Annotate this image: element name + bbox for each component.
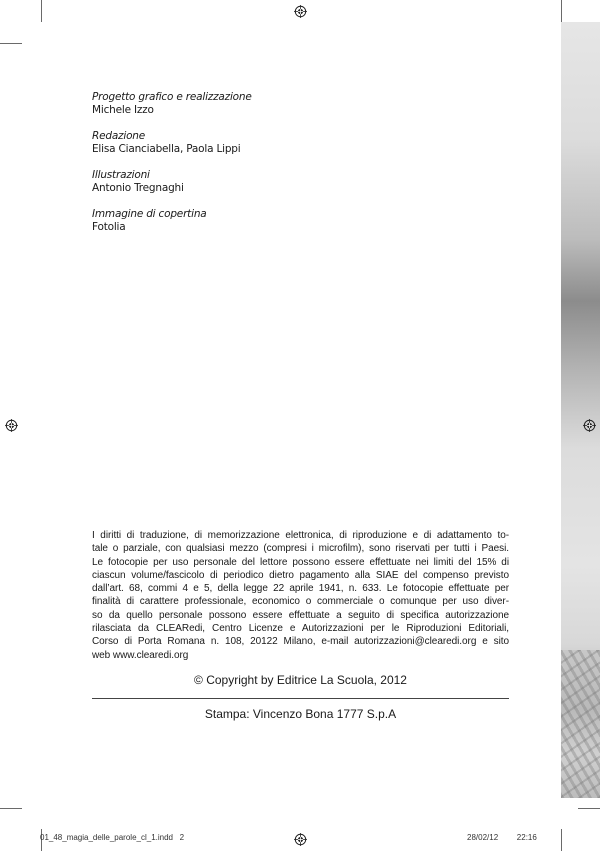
rights-notice-line: finalità di carattere professionale, economico o commerciale o comunque per uso diver- <box>92 596 509 608</box>
registration-mark-top-icon <box>294 5 307 18</box>
registration-mark-left-icon <box>5 419 18 432</box>
rights-notice-line: Corso di Porta Romana n. 108, 20122 Milano, e-mail autorizzazioni@clearedi.org e sito <box>92 636 509 648</box>
rights-notice-line: web www.clearedi.org <box>92 649 189 661</box>
crop-mark-bottom-right <box>561 829 562 851</box>
slug-filename: 01_48_magia_delle_parole_cl_1.indd 2 <box>40 833 185 842</box>
rights-notice-line: dall’art. 68, commi 4 e 5, della legge 22 aprile 1941, n. 633. Le fotocopie effettuate per <box>92 583 509 595</box>
crop-mark-top-right <box>561 0 562 22</box>
divider <box>92 698 509 699</box>
credit-design <box>92 91 472 117</box>
crop-mark-left-top <box>0 43 22 44</box>
credit-role: Immagine di copertina <box>92 208 207 220</box>
credit-role: Progetto grafico e realizzazione <box>92 91 252 103</box>
credit-role: Redazione <box>92 130 146 142</box>
crop-mark-left-bottom <box>0 808 22 809</box>
rights-notice-line: so da quello personale possono essere effettuate a seguito di specifica autorizzazione <box>92 609 509 621</box>
crop-mark-right-bottom <box>578 808 600 809</box>
credit-name: Fotolia <box>92 221 126 233</box>
crop-mark-top-left <box>41 0 42 22</box>
copyright-line: © Copyright by Editrice La Scuola, 2012 <box>194 673 407 687</box>
slug-timestamp: 28/02/12 22:16 <box>467 833 537 842</box>
credit-name: Michele Izzo <box>92 104 154 116</box>
registration-mark-right-icon <box>583 419 596 432</box>
bleed-illustration <box>561 650 600 798</box>
credit-name: Elisa Cianciabella, Paola Lippi <box>92 143 241 155</box>
printer-line: Stampa: Vincenzo Bona 1777 S.p.A <box>204 707 397 721</box>
registration-mark-bottom-icon <box>294 833 307 846</box>
credit-illustrations <box>92 169 472 195</box>
credit-editing <box>92 130 472 156</box>
credit-name: Antonio Tregnaghi <box>92 182 184 194</box>
rights-notice-line: tale o parziale, con qualsiasi mezzo (compresi i microfilm), sono riservati per tutti i Paesi. <box>92 543 509 555</box>
rights-notice-line: ciascun volume/fascicolo di periodico dietro pagamento alla SIAE del compenso previsto <box>92 569 509 581</box>
rights-notice-line: Le fotocopie per uso personale del lettore possono essere effettuate nei limiti del 15% di <box>92 556 509 568</box>
credits-block <box>92 91 472 247</box>
rights-notice-line: rilasciata da CLEARedi, Centro Licenze e Autorizzazioni per le Riproduzioni Editoriali, <box>92 623 509 635</box>
credit-role: Illustrazioni <box>92 169 150 181</box>
rights-notice <box>92 529 509 662</box>
rights-notice-line: I diritti di traduzione, di memorizzazione elettronica, di riproduzione e di adattamento to- <box>92 530 509 541</box>
credit-cover-image <box>92 208 472 234</box>
